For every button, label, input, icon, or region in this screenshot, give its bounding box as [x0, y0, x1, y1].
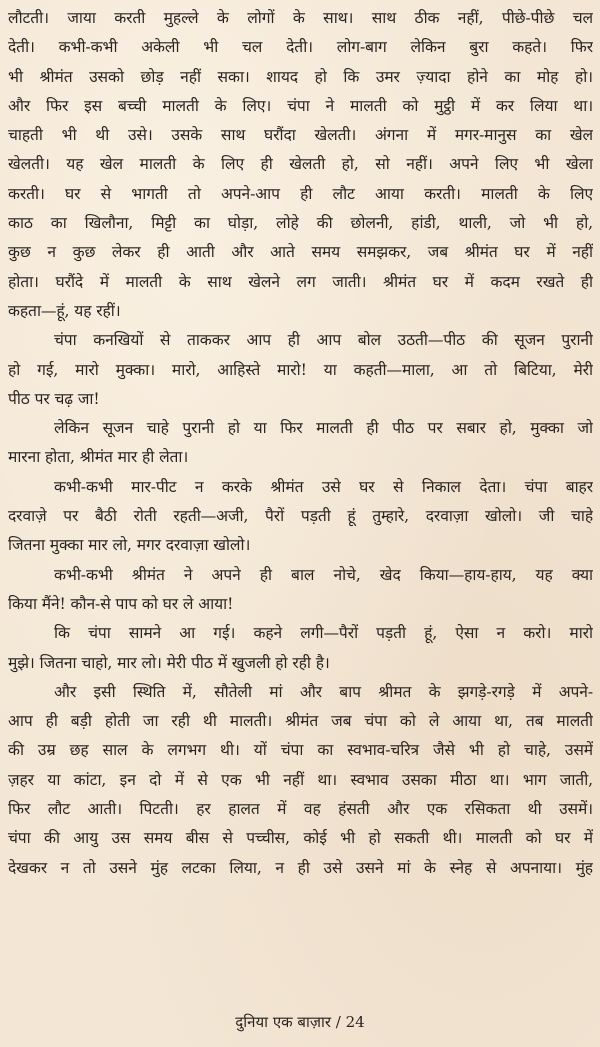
text-line: लेकिन सूजन चाहे पुरानी हो या फिर मालती ही पीठ पर सबार हो, मुक्का जो [54, 419, 593, 438]
text-line: कुछ न कुछ लेकर ही आती और आते समय समझकर, जब श्रीमंत घर में नहीं [8, 243, 593, 262]
text-line: देती। कभी-कभी अकेली भी चल देती। लोग-बाग लेकिन बुरा कहते। फिर [8, 38, 593, 57]
page-footer: दुनिया एक बाज़ार / 24 [235, 1013, 365, 1031]
text-line: देखकर न तो उसने मुंह लटका लिया, न ही उसे उसने मां के स्नेह से अपनाया। मुंह [8, 858, 593, 877]
text-line: मुझे। जितना चाहो, मार लो। मेरी पीठ में खुजली हो रही है। [8, 653, 330, 672]
text-line: किया मैंने! कौन-से पाप को घर ले आया! [8, 594, 234, 613]
text-line: पीठ पर चढ़ जा! [8, 389, 100, 408]
text-line: ज़हर या कांटा, इन दो में से एक भी नहीं था। स्वभाव उसका मीठा था। भाग जाती, [8, 770, 593, 789]
text-line: मारना होता, श्रीमंत मार ही लेता। [8, 448, 189, 467]
text-line: चंपा कनखियों से ताककर आप ही आप बोल उठती—पीठ की सूजन पुरानी [54, 331, 593, 350]
text-line: कि चंपा सामने आ गई। कहने लगी—पैरों पड़ती हूं, ऐसा न करो। मारो [54, 624, 593, 643]
text-line: चंपा की आयु उस समय बीस से पच्चीस, कोई भी हो सकती थी। मालती को घर में [8, 829, 593, 848]
text-line: होता। घरौंदे में मालती के साथ खेलने लग जाती। श्रीमंत घर में कदम रखते ही [8, 272, 593, 291]
text-line: कभी-कभी मार-पीट न करके श्रीमंत उसे घर से निकाल देता। चंपा बाहर [54, 477, 593, 496]
text-line: आप ही बड़ी होती जा रही थी मालती। श्रीमंत जब चंपा को ले आया था, तब मालती [8, 712, 593, 731]
text-line: और फिर इस बच्ची मालती के लिए। चंपा ने मालती को मुट्ठी में कर लिया था। [8, 96, 593, 115]
body-text [8, 4, 593, 883]
text-line: हो गई, मारो मुक्का। मारो, आहिस्ते मारो! या कहती—माला, आ तो बिटिया, मेरी [8, 360, 593, 379]
text-line: भी श्रीमंत उसको छोड़ नहीं सका। शायद हो कि उमर ज़्यादा होने का मोह हो। [8, 67, 593, 86]
text-line: करती। घर से भागती तो अपने-आप ही लौट आया करती। मालती के लिए [8, 184, 593, 203]
text-line: चाहती भी थी उसे। उसके साथ घरौंदा खेलती। अंगना में मगर-मानुस का खेल [8, 126, 593, 145]
text-line: जितना मुक्का मार लो, मगर दरवाज़ा खोलो। [8, 536, 251, 555]
text-line: काठ का खिलौना, मिट्टी का घोड़ा, लोहे की छोलनी, हांडी, थाली, जो भी हो, [8, 214, 593, 233]
text-line: दरवाज़े पर बैठी रोती रहती—अजी, पैरों पड़ती हूं तुम्हारे, दरवाज़ा खोलो। जी चाहे [8, 507, 593, 526]
text-line: लौटती। जाया करती मुहल्ले के लोगों के साथ। साथ ठीक नहीं, पीछे-पीछे चल [8, 9, 593, 27]
text-line: खेलती। यह खेल मालती के लिए ही खेलती हो, सो नहीं। अपने लिए भी खेला [8, 155, 593, 174]
text-line: की उम्र छह साल के लगभग थी। यों चंपा का स्वभाव-चरित्र जैसे भी हो चाहे, उसमें [8, 741, 593, 760]
text-line: और इसी स्थिति में, सौतेली मां और बाप श्रीमत के झगड़े-रगड़े में अपने- [54, 682, 593, 701]
text-line: कभी-कभी श्रीमंत ने अपने ही बाल नोचे, खेद किया—हाय-हाय, यह क्या [54, 565, 593, 584]
text-line: फिर लौट आती। पिटती। हर हालत में वह हंसती और एक रसिकता थी उसमें। [8, 800, 593, 819]
text-line: कहता—हूं, यह रहीं। [8, 301, 121, 320]
